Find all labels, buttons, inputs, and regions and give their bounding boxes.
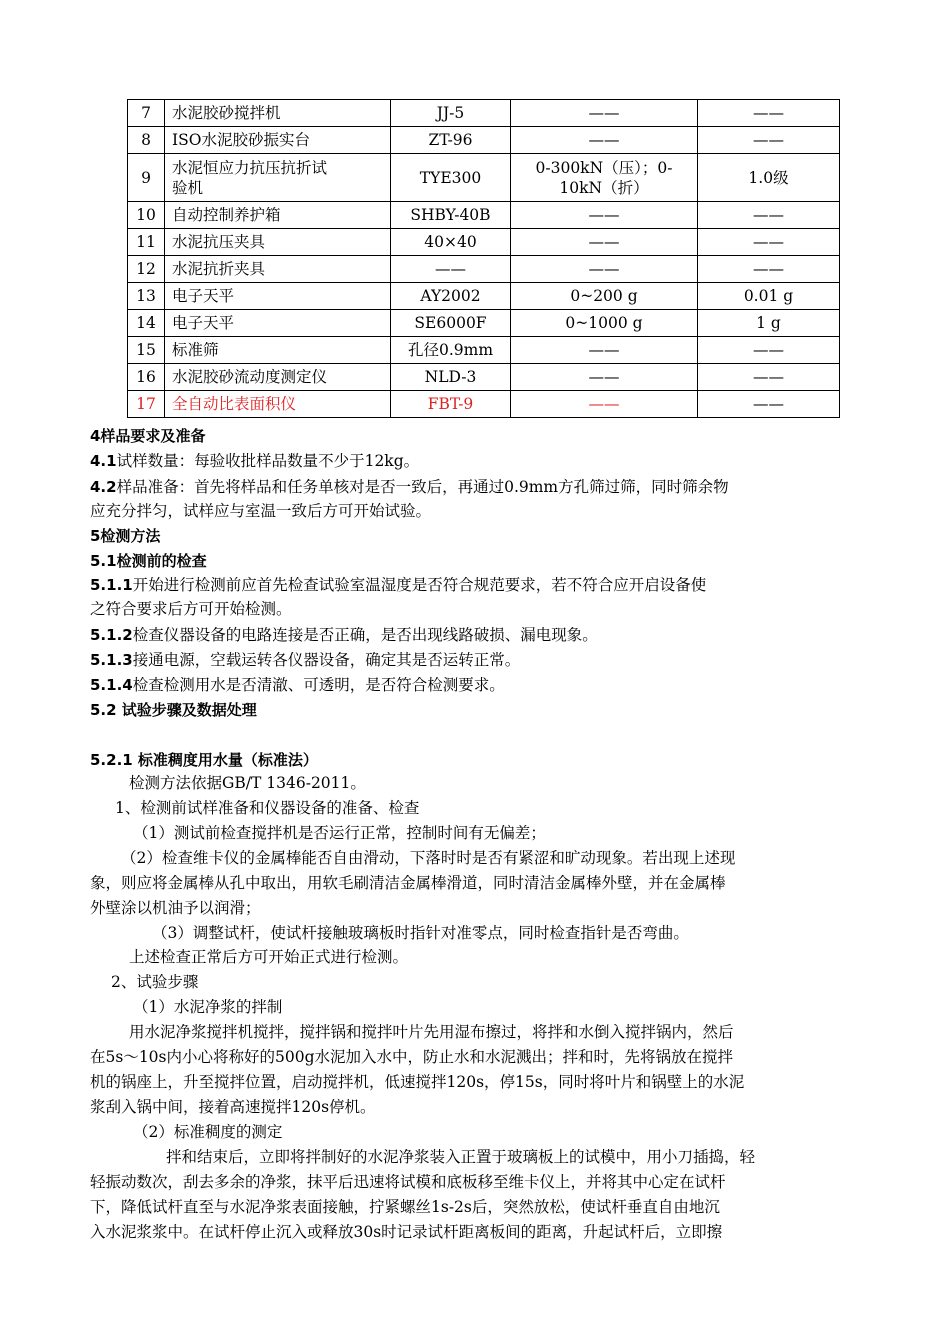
cell-range-text: 0~200 g — [570, 287, 638, 305]
table-row — [128, 283, 840, 310]
paragraph-5-1-4 — [90, 674, 505, 696]
table-row — [128, 337, 840, 364]
cell-accuracy-text: —— — [753, 233, 784, 251]
cell-equipment-name — [165, 202, 391, 229]
cell-model-text: SE6000F — [414, 314, 487, 332]
cell-range — [511, 283, 698, 310]
cell-model — [391, 391, 511, 418]
step-2-2: （2）标准稠度的测定 — [133, 1123, 283, 1141]
step-2-1-para-cont-3: 浆刮入锅中间，接着高速搅拌120s停机。 — [90, 1098, 376, 1116]
cell-number-text: 10 — [136, 206, 156, 224]
cell-model-text: 孔径0.9mm — [407, 341, 494, 359]
clause-text: 检查检测用水是否清澈、可透明，是否符合检测要求。 — [132, 676, 505, 694]
step-2-2-para-cont-3: 入水泥浆浆中。在试杆停止沉入或释放30s时记录试杆距离板间的距离，升起试杆后，立即擦 — [90, 1223, 723, 1241]
cell-number-text: 16 — [136, 368, 156, 386]
cell-equipment-name — [165, 283, 391, 310]
cell-equipment-name-text: 水泥胶砂搅拌机 — [172, 104, 281, 122]
cell-range — [511, 391, 698, 418]
cell-number-text: 11 — [136, 233, 156, 251]
cell-number — [128, 256, 165, 283]
cell-model-text: FBT-9 — [427, 395, 474, 413]
step-1-2-cont-2: 外壁涂以机油予以润滑； — [90, 899, 261, 917]
cell-range — [511, 202, 698, 229]
section-4-title: 4样品要求及准备 — [90, 427, 206, 445]
step-2-1-para-cont-2: 机的锅座上，升至搅拌位置，启动搅拌机，低速搅拌120s，停15s，同时将叶片和锅壁上的水泥 — [90, 1073, 745, 1091]
method-basis: 检测方法依据GB/T 1346-2011。 — [129, 774, 366, 792]
cell-accuracy — [698, 100, 840, 127]
cell-model — [391, 100, 511, 127]
paragraph-5-1-2 — [90, 624, 598, 646]
step-2-2-para: 拌和结束后，立即将拌制好的水泥净浆装入正置于玻璃板上的试模中，用小刀插捣，轻 — [166, 1148, 756, 1166]
cell-accuracy — [698, 391, 840, 418]
cell-equipment-name-text: 水泥胶砂流动度测定仪 — [172, 368, 328, 386]
cell-number-text: 12 — [136, 260, 156, 278]
cell-equipment-name — [165, 154, 391, 202]
paragraph-4-2 — [90, 476, 729, 498]
table-row — [128, 100, 840, 127]
step-1-end: 上述检查正常后方可开始正式进行检测。 — [129, 948, 409, 966]
cell-number — [128, 310, 165, 337]
cell-model-text: ZT-96 — [428, 131, 473, 149]
paragraph-5-1-3 — [90, 649, 520, 671]
cell-number — [128, 337, 165, 364]
section-5-2-title: 5.2 试验步骤及数据处理 — [90, 701, 257, 719]
cell-model — [391, 154, 511, 202]
cell-number-text: 8 — [141, 131, 151, 149]
paragraph-4-2-cont: 应充分拌匀，试样应与室温一致后方可开始试验。 — [90, 502, 432, 520]
cell-range-text: —— — [588, 131, 620, 149]
cell-equipment-name — [165, 229, 391, 256]
cell-equipment-name — [165, 391, 391, 418]
clause-number: 4.2 — [90, 478, 117, 496]
cell-model-text: 40×40 — [424, 233, 477, 251]
step-2-heading: 2、试验步骤 — [111, 973, 199, 991]
cell-model-text: —— — [435, 260, 466, 278]
cell-accuracy — [698, 202, 840, 229]
cell-number — [128, 154, 165, 202]
clause-number: 5.1.2 — [90, 626, 133, 644]
cell-range — [511, 229, 698, 256]
table-row — [128, 229, 840, 256]
cell-accuracy-text: —— — [753, 368, 784, 386]
cell-model-text: NLD-3 — [424, 368, 477, 386]
cell-number — [128, 364, 165, 391]
clause-number: 5.1.1 — [90, 576, 133, 594]
cell-number — [128, 202, 165, 229]
cell-accuracy-text: —— — [753, 206, 784, 224]
cell-range-text: —— — [588, 341, 620, 359]
cell-range-text-line2: 10kN（折） — [559, 178, 649, 197]
clause-text: 开始进行检测前应首先检查试验室温湿度是否符合规范要求，若不符合应开启设备使 — [132, 576, 707, 594]
equipment-table — [127, 99, 840, 418]
cell-accuracy-text: 1 g — [756, 314, 781, 332]
table-row — [128, 364, 840, 391]
table-row — [128, 310, 840, 337]
cell-accuracy — [698, 229, 840, 256]
cell-equipment-name — [165, 127, 391, 154]
cell-equipment-name-text: ISO水泥胶砂振实台 — [172, 131, 310, 149]
cell-model-text: JJ-5 — [436, 104, 465, 122]
clause-text: 检查仪器设备的电路连接是否正确，是否出现线路破损、漏电现象。 — [132, 626, 598, 644]
cell-range-text: —— — [588, 104, 620, 122]
cell-accuracy-text: —— — [753, 341, 784, 359]
cell-accuracy — [698, 364, 840, 391]
clause-number: 4.1 — [90, 452, 117, 470]
cell-number — [128, 283, 165, 310]
cell-equipment-name-text: 电子天平 — [172, 314, 235, 332]
cell-range — [511, 127, 698, 154]
cell-accuracy-text: —— — [753, 104, 784, 122]
table-row — [128, 127, 840, 154]
cell-equipment-name — [165, 337, 391, 364]
cell-equipment-name — [165, 364, 391, 391]
cell-model — [391, 310, 511, 337]
cell-accuracy — [698, 127, 840, 154]
cell-equipment-name-text: 水泥恒应力抗压抗折试 — [172, 158, 328, 177]
table-row — [128, 256, 840, 283]
table-row — [128, 391, 840, 418]
cell-range-text: —— — [588, 395, 620, 413]
step-1-1: （1）测试前检查搅拌机是否运行正常，控制时间有无偏差； — [133, 824, 546, 842]
cell-accuracy-text: 0.01 g — [743, 287, 794, 305]
cell-model-text: AY2002 — [420, 287, 481, 305]
cell-equipment-name-text: 水泥抗折夹具 — [172, 260, 266, 278]
cell-range-text: 0~1000 g — [565, 314, 643, 332]
cell-number-text: 9 — [141, 168, 151, 187]
step-2-1-para: 用水泥净浆搅拌机搅拌，搅拌锅和搅拌叶片先用湿布擦过，将拌和水倒入搅拌锅内，然后 — [129, 1023, 734, 1041]
cell-accuracy — [698, 310, 840, 337]
clause-number: 5.1.4 — [90, 676, 133, 694]
cell-equipment-name — [165, 100, 391, 127]
cell-model — [391, 256, 511, 283]
cell-model — [391, 127, 511, 154]
step-2-1: （1）水泥净浆的拌制 — [133, 998, 283, 1016]
cell-accuracy-text: —— — [753, 395, 784, 413]
cell-equipment-name-text: 自动控制养护箱 — [172, 206, 281, 224]
cell-accuracy — [698, 283, 840, 310]
cell-range-text: —— — [588, 368, 620, 386]
cell-accuracy-text: —— — [753, 260, 784, 278]
table-row — [128, 154, 840, 202]
cell-accuracy-text: 1.0级 — [748, 168, 789, 187]
cell-model-text: SHBY-40B — [410, 206, 491, 224]
cell-number-text: 14 — [136, 314, 156, 332]
cell-equipment-name-text: 水泥抗压夹具 — [172, 233, 266, 251]
cell-range-text: —— — [588, 260, 620, 278]
step-1-2-cont-1: 象，则应将金属棒从孔中取出，用软毛刷清洁金属棒滑道，同时清洁金属棒外壁，并在金属棒 — [90, 874, 726, 892]
step-1-2: （2）检查维卡仪的金属棒能否自由滑动，下落时时是否有紧涩和旷动现象。若出现上述现 — [121, 849, 736, 867]
cell-model — [391, 283, 511, 310]
section-5-title: 5检测方法 — [90, 527, 161, 545]
step-2-2-para-cont-2: 下，降低试杆直至与水泥净浆表面接触，拧紧螺丝1s-2s后，突然放松，使试杆垂直自由地沉 — [90, 1198, 720, 1216]
paragraph-4-1 — [90, 450, 419, 472]
step-1-3: （3）调整试杆，使试杆接触玻璃板时指针对准零点，同时检查指针是否弯曲。 — [152, 924, 689, 942]
cell-equipment-name-text-line2: 验机 — [172, 178, 204, 197]
cell-range — [511, 337, 698, 364]
step-1-heading: 1、检测前试样准备和仪器设备的准备、检查 — [115, 799, 420, 817]
cell-accuracy — [698, 154, 840, 202]
cell-equipment-name-text: 全自动比表面积仪 — [172, 395, 297, 413]
cell-equipment-name — [165, 310, 391, 337]
cell-number-text: 17 — [136, 395, 156, 413]
cell-number-text: 13 — [136, 287, 156, 305]
cell-model-text: TYE300 — [419, 168, 482, 187]
clause-text: 样品准备：首先将样品和任务单核对是否一致后，再通过0.9mm方孔筛过筛，同时筛余物 — [116, 478, 729, 496]
table-row — [128, 202, 840, 229]
cell-range-text: —— — [588, 206, 620, 224]
cell-model — [391, 364, 511, 391]
cell-model — [391, 202, 511, 229]
step-2-1-para-cont-1: 在5s～10s内小心将称好的500g水泥加入水中，防止水和水泥溅出；拌和时，先将锅放在搅拌 — [90, 1048, 734, 1066]
cell-accuracy-text: —— — [753, 131, 784, 149]
clause-text: 试样数量：每验收批样品数量不少于12kg。 — [116, 452, 420, 470]
step-2-2-para-cont-1: 轻振动数次，刮去多余的净浆，抹平后迅速将试模和底板移至维卡仪上，并将其中心定在试杆 — [90, 1173, 726, 1191]
cell-range — [511, 100, 698, 127]
cell-range — [511, 256, 698, 283]
cell-number-text: 15 — [136, 341, 156, 359]
section-5-1-title: 5.1检测前的检查 — [90, 552, 207, 570]
cell-accuracy — [698, 256, 840, 283]
cell-number — [128, 391, 165, 418]
cell-model — [391, 337, 511, 364]
cell-equipment-name — [165, 256, 391, 283]
cell-number — [128, 100, 165, 127]
cell-number — [128, 127, 165, 154]
cell-range — [511, 310, 698, 337]
clause-text: 接通电源，空载运转各仪器设备，确定其是否运转正常。 — [132, 651, 521, 669]
cell-equipment-name-text: 标准筛 — [172, 341, 219, 359]
cell-accuracy — [698, 337, 840, 364]
cell-model — [391, 229, 511, 256]
clause-number: 5.1.3 — [90, 651, 133, 669]
paragraph-5-1-1 — [90, 574, 706, 596]
cell-number — [128, 229, 165, 256]
paragraph-5-1-1-cont: 之符合要求后方可开始检测。 — [90, 600, 292, 618]
cell-equipment-name-text: 电子天平 — [172, 287, 235, 305]
cell-range-text: —— — [588, 233, 620, 251]
section-5-2-1-title: 5.2.1 标准稠度用水量（标准法） — [90, 751, 318, 769]
cell-range-text: 0-300kN（压）；0- — [535, 158, 673, 177]
cell-range — [511, 364, 698, 391]
cell-range — [511, 154, 698, 202]
cell-number-text: 7 — [141, 104, 151, 122]
